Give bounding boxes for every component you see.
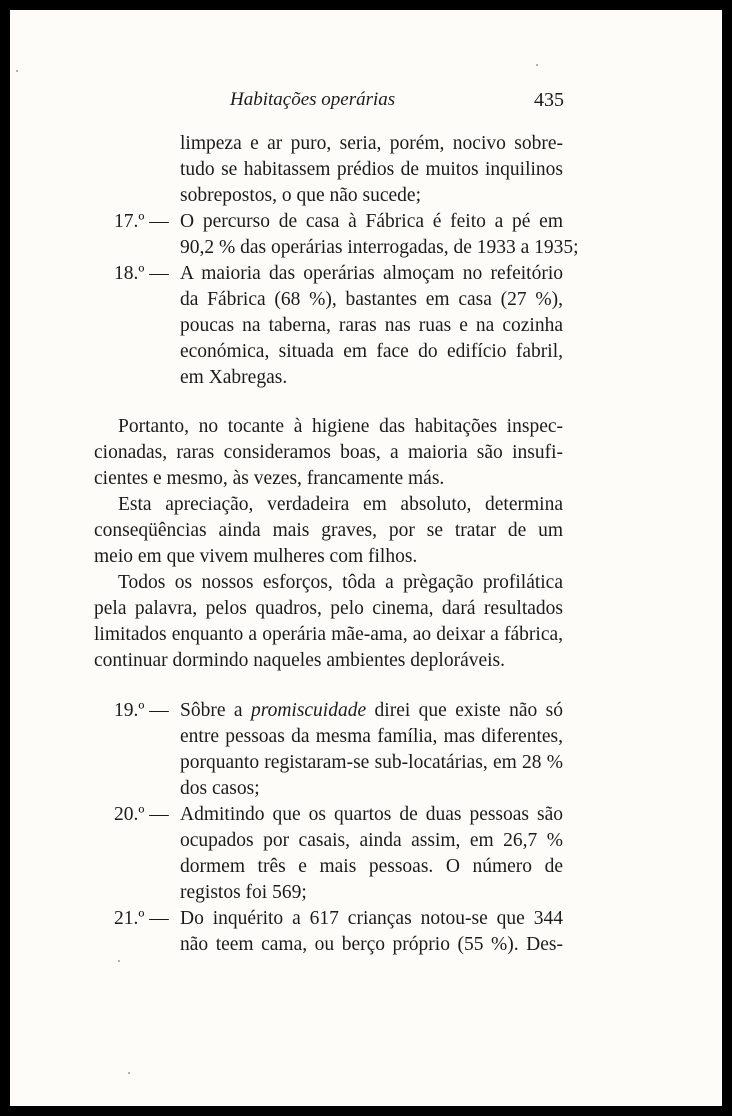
text-line: Esta apreciação, verdadeira em absoluto, determina xyxy=(118,494,563,515)
text-line: dos casos; xyxy=(180,778,260,799)
scan-speck xyxy=(128,1072,130,1074)
text-line: conseqüências ainda mais graves, por se tratar de um xyxy=(94,520,563,541)
text-line: em Xabregas. xyxy=(180,367,288,388)
page-number: 435 xyxy=(534,89,564,111)
text-line: cientes e mesmo, às vezes, francamente más. xyxy=(94,468,445,489)
text-line: dormem três e mais pessoas. O número de xyxy=(180,856,563,877)
text-line: meio em que vivem mulheres com filhos. xyxy=(94,546,418,567)
item-number: 17.º — xyxy=(114,211,169,232)
item-number: 21.º — xyxy=(114,908,169,929)
running-title: Habitações operárias xyxy=(230,89,396,110)
text-line xyxy=(180,699,563,723)
scan-speck xyxy=(118,960,120,962)
text-line: sobrepostos, o que não sucede; xyxy=(180,185,421,206)
text-line: limitados enquanto a operária mãe-ama, ao deixar a fábrica, xyxy=(94,624,563,645)
text-line: limpeza e ar puro, seria, porém, nocivo sobre- xyxy=(180,133,563,154)
text-line: cionadas, raras consideramos boas, a maioria são insufi- xyxy=(94,442,563,463)
text-line: porquanto registaram-se sub-locatárias, em 28 % xyxy=(180,752,563,773)
text-line: ocupados por casais, ainda assim, em 26,7 % xyxy=(180,830,563,851)
scan-speck xyxy=(536,64,538,66)
emphasis-promiscuidade: promiscuidade xyxy=(250,700,367,721)
text-line: Portanto, no tocante à higiene das habitações inspec- xyxy=(118,416,563,437)
text-line: económica, situada em face do edifício fabril, xyxy=(180,341,563,362)
item-number: 19.º — xyxy=(114,700,169,721)
book-page xyxy=(10,10,722,1106)
text-line: da Fábrica (68 %), bastantes em casa (27 %), xyxy=(180,289,563,310)
text-line: 90,2 % das operárias interrogadas, de 1933 a 1935; xyxy=(180,237,579,258)
text-fragment: Sôbre a xyxy=(180,700,243,721)
text-line: poucas na taberna, raras nas ruas e na cozinha xyxy=(180,315,563,336)
text-line: Admitindo que os quartos de duas pessoas são xyxy=(180,804,563,825)
text-line: não teem cama, ou berço próprio (55 %). Des- xyxy=(180,934,563,955)
text-line: A maioria das operárias almoçam no refeitório xyxy=(180,263,563,284)
item-number: 20.º — xyxy=(114,804,169,825)
text-line: continuar dormindo naqueles ambientes deploráveis. xyxy=(94,650,506,671)
item-number: 18.º — xyxy=(114,263,169,284)
text-line: registos foi 569; xyxy=(180,882,307,903)
text-line: tudo se habitassem prédios de muitos inquilinos xyxy=(180,159,563,180)
text-line: Todos os nossos esforços, tôda a prègação profilática xyxy=(118,572,563,593)
text-line: Do inquérito a 617 crianças notou-se que 344 xyxy=(180,908,563,929)
text-line: O percurso de casa à Fábrica é feito a pé em xyxy=(180,211,563,232)
scan-speck xyxy=(16,70,18,72)
text-line: pela palavra, pelos quadros, pelo cinema, dará resultados xyxy=(94,598,563,619)
text-fragment: direi que existe não só xyxy=(374,700,564,721)
text-line: entre pessoas da mesma família, mas diferentes, xyxy=(180,726,563,747)
